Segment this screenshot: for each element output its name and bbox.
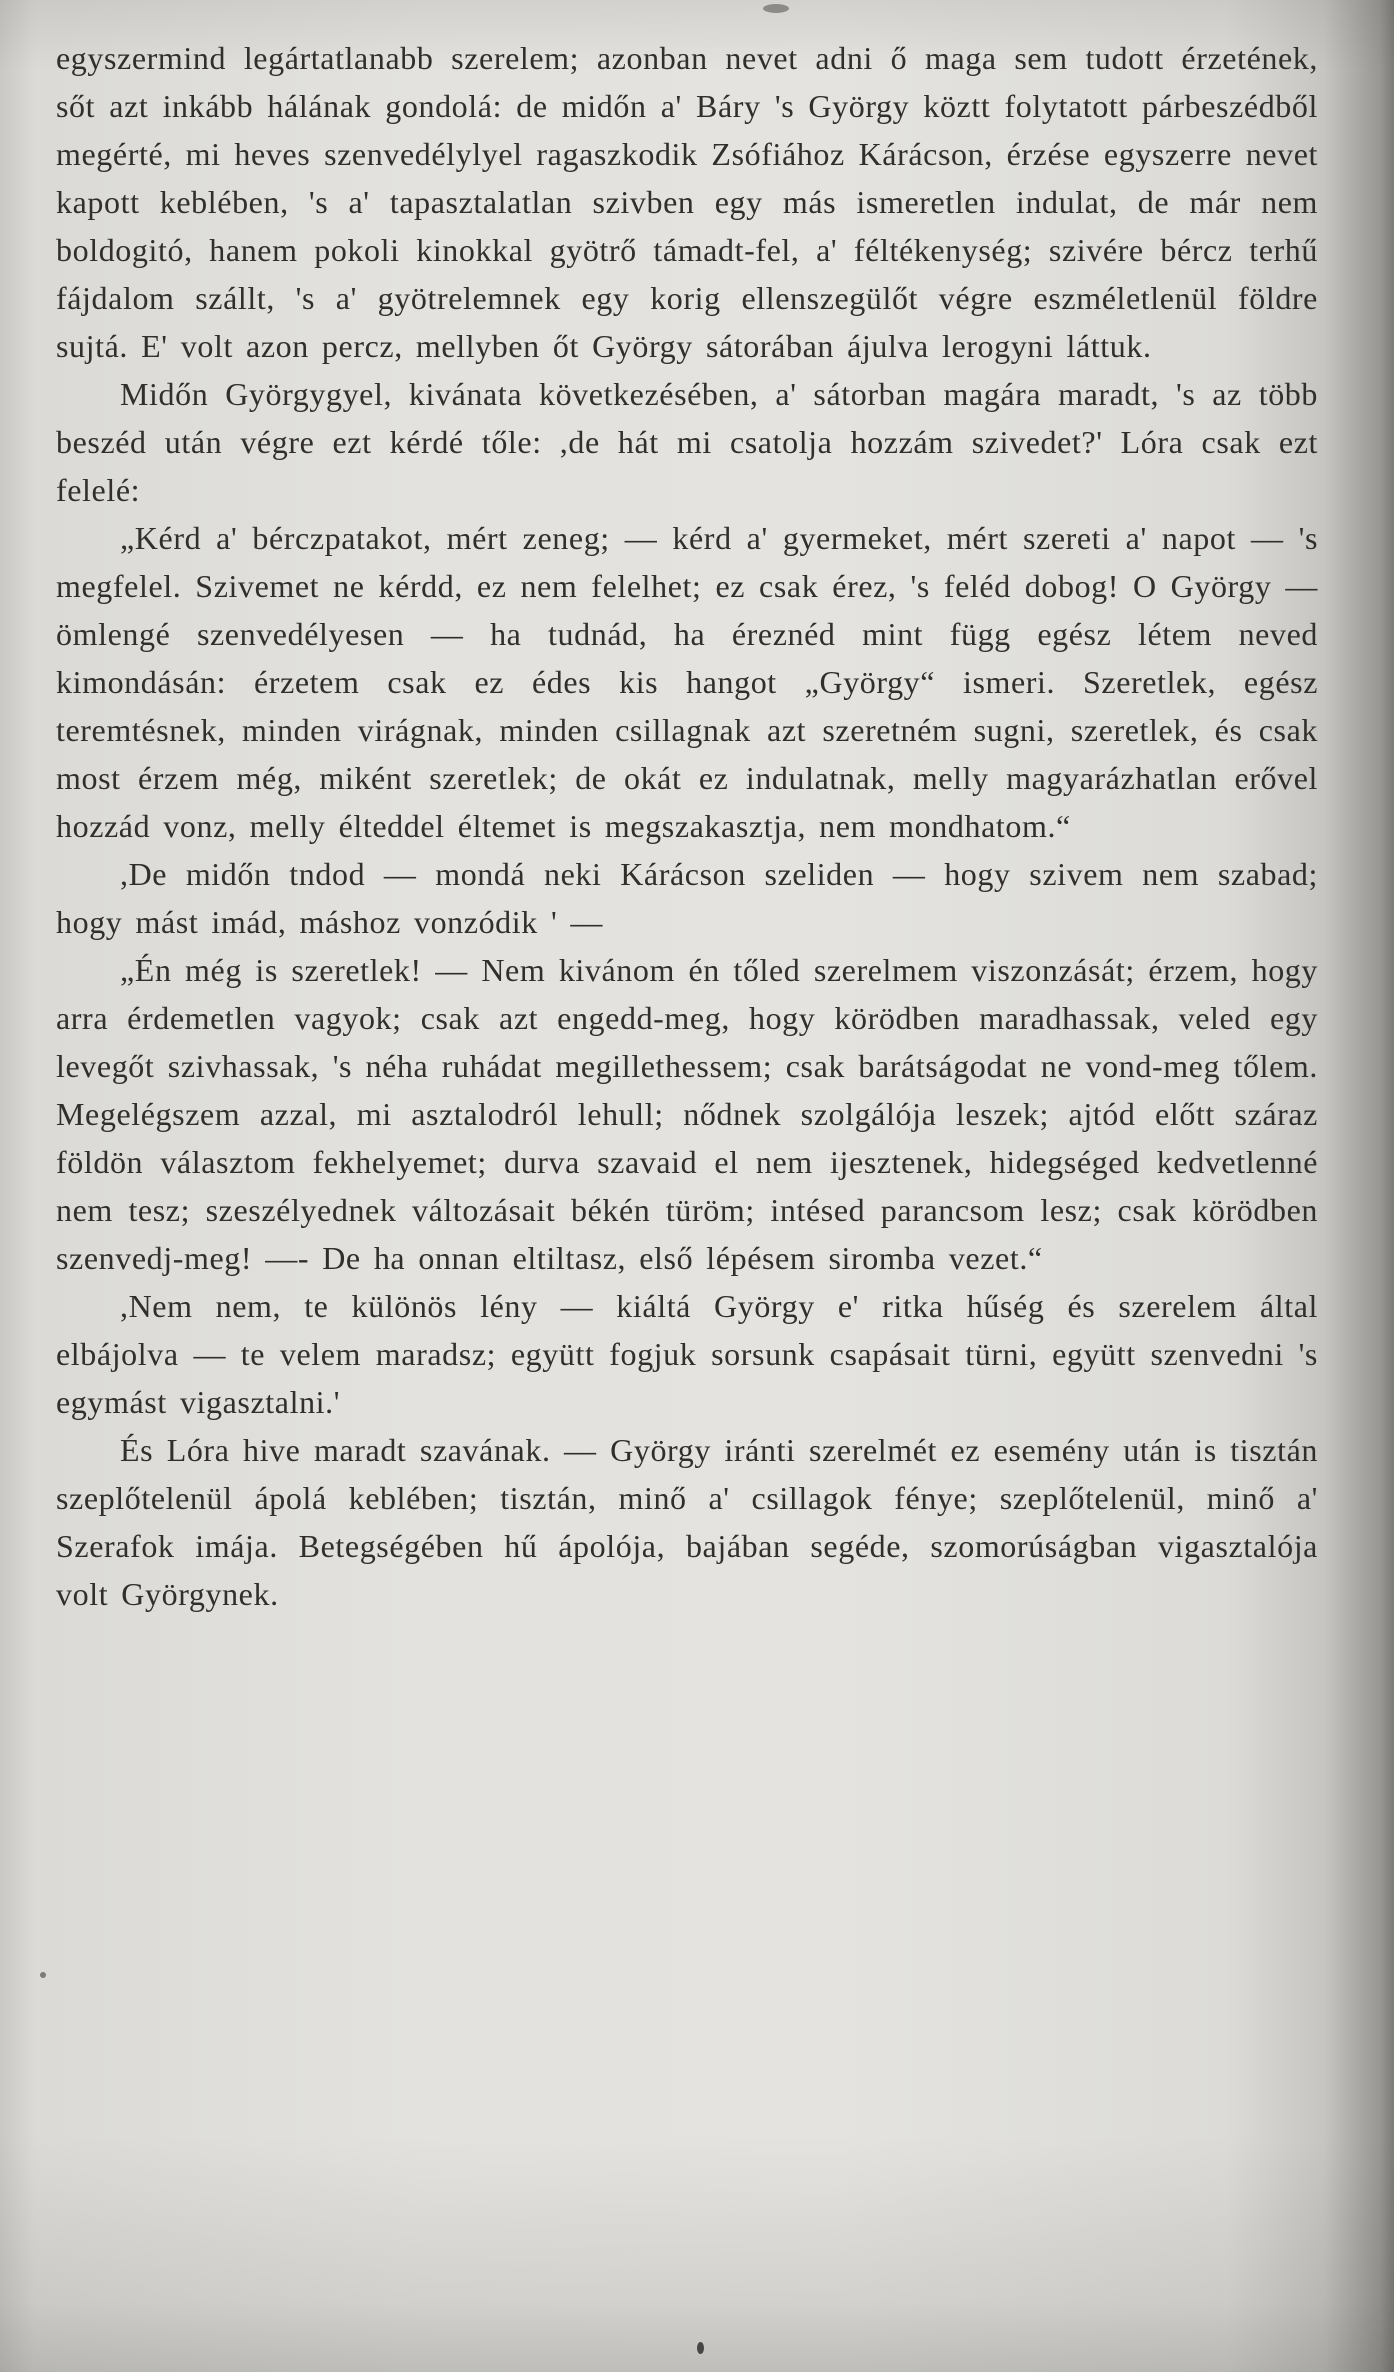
- scan-artifact: [40, 1972, 46, 1978]
- scan-artifact: [763, 4, 789, 13]
- paragraph: És Lóra hive maradt szavának. — György iránti szerelmét ez esemény után is tisztán szeplőtelenül ápolá keblében; tisztán, minő a' csillagok fénye; szeplőtelenül, minő a' Szerafok imája. Betegségében hű ápolója, bajában segéde, szomorúságban vigasztalója volt Györgynek.: [56, 1432, 1318, 1612]
- paragraph: „Kérd a' bérczpatakot, mért zeneg; — kérd a' gyermeket, mért szereti a' napot — 's megfelel. Szivemet ne kérdd, ez nem felelhet; ez csak érez, 's feléd dobog! O György — ömlengé szenvedélyesen — ha tudnád, ha éreznéd mint függ egész létem neved kimondásán: érzetem csak ez édes kis hangot „György“ ismeri. Szeretlek, egész teremtésnek, minden virágnak, minden csillagnak azt szeretném sugni, szeretlek, és csak most érzem még, miként szeretlek; de okát ez indulatnak, melly magyarázhatlan erővel hozzád vonz, melly élteddel éltemet is megszakasztja, nem mondhatom.“: [56, 520, 1318, 844]
- scan-artifact: [697, 2342, 704, 2354]
- paragraph: ,De midőn tndod — mondá neki Kárácson szeliden — hogy szivem nem szabad; hogy mást imád, máshoz vonzódik ' —: [56, 856, 1318, 940]
- paragraph: ,Nem nem, te különös lény — kiáltá György e' ritka hűség és szerelem által elbájolva — te velem maradsz; együtt fogjuk sorsunk csapásait türni, együtt szenvedni 's egymást vigasztalni.': [56, 1288, 1318, 1420]
- paragraph: „Én még is szeretlek! — Nem kivánom én tőled szerelmem viszonzását; érzem, hogy arra érdemetlen vagyok; csak azt engedd-meg, hogy körödben maradhassak, veled egy levegőt szivhassak, 's néha ruhádat megillethessem; csak barátságodat ne vond-meg tőlem. Megelégszem azzal, mi asztalodról lehull; nődnek szolgálója leszek; ajtód előtt száraz földön választom fekhelyemet; durva szavaid el nem ijesztenek, hidegséged kedvetlenné nem tesz; szeszélyednek változásait békén türöm; intésed parancsom lesz; csak körödben szenvedj-meg! —- De ha onnan eltiltasz, első lépésem siromba vezet.“: [56, 952, 1318, 1276]
- paragraph: Midőn Györgygyel, kivánata következésében, a' sátorban magára maradt, 's az több beszéd után végre ezt kérdé tőle: ,de hát mi csatolja hozzám szivedet?' Lóra csak ezt felelé:: [56, 376, 1318, 508]
- page-text: [56, 34, 1318, 1618]
- paragraph: egyszermind legártatlanabb szerelem; azonban nevet adni ő maga sem tudott érzetének, sőt azt inkább hálának gondolá: de midőn a' Báry 's György köztt folytatott párbeszédből megérté, mi heves szenvedélylyel ragaszkodik Zsófiához Kárácson, érzése egyszerre nevet kapott keblében, 's a' tapasztalatlan szivben egy más ismeretlen indulat, de már nem boldogitó, hanem pokoli kinokkal gyötrő támadt-fel, a' féltékenység; szivére bércz terhű fájdalom szállt, 's a' gyötrelemnek egy korig ellenszegülőt végre eszméletlenül földre sujtá. E' volt azon percz, mellyben őt György sátorában ájulva lerogyni láttuk.: [56, 40, 1318, 364]
